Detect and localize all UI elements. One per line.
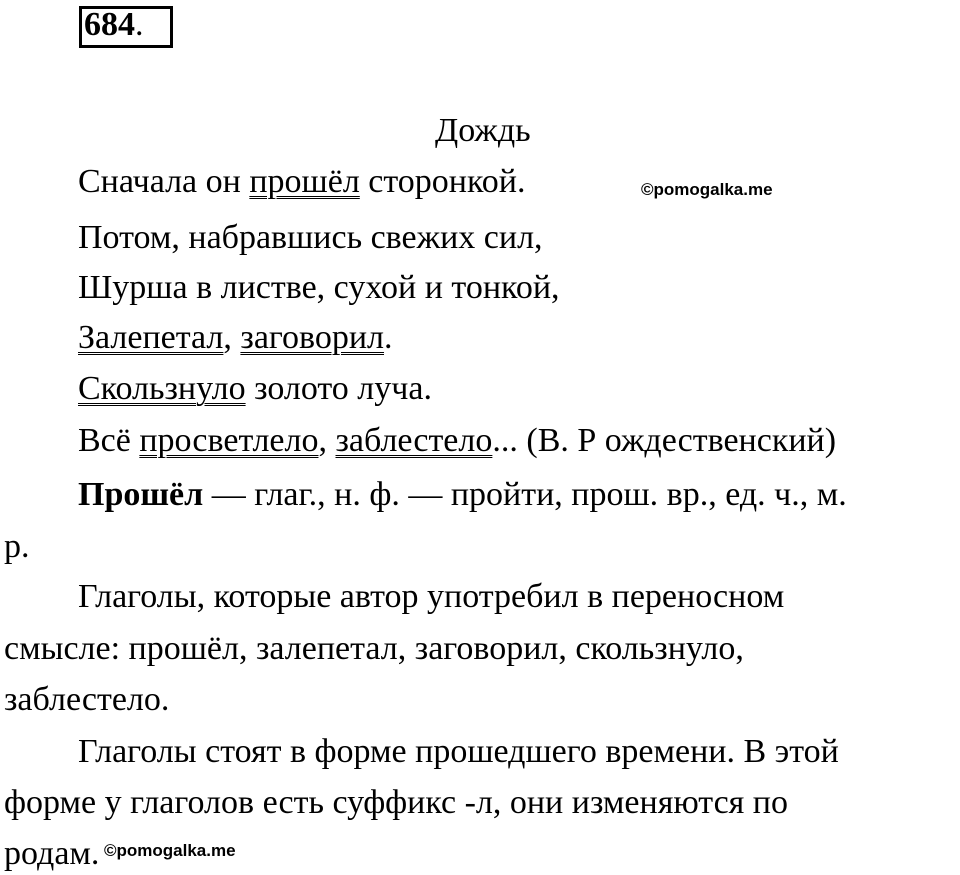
verb-zablestelo: заблестело <box>335 422 493 459</box>
poem-line-3: Шурша в листве, сухой и тонкой, <box>78 269 560 306</box>
para1-line-3: заблестело. <box>4 681 170 718</box>
para1-line-2: смысле: прошёл, залепетал, заговорил, скользнуло, <box>4 630 744 667</box>
analysis-wrap: р. <box>4 528 30 565</box>
verb-zalepetal: Залепетал <box>78 319 224 356</box>
para2-line-3: родам. <box>4 835 100 872</box>
poem-title: Дождь <box>435 112 531 149</box>
poem-line-2: Потом, набравшись свежих сил, <box>78 219 543 256</box>
watermark-bottom: ©pomogalka.me <box>104 841 236 860</box>
verb-skolznulo: Скользнуло <box>78 370 246 407</box>
poem-line-1: Сначала он прошёл сторонкой. <box>78 163 526 200</box>
para2-line-2: форме у глаголов есть суффикс -л, они изменяются по <box>4 784 788 821</box>
verb-proshel: прошёл <box>249 163 360 200</box>
analysis-line: Прошёл — глаг., н. ф. — пройти, прош. вр., ед. ч., м. <box>78 476 847 513</box>
task-number: 684. <box>84 6 144 43</box>
analysis-word: Прошёл <box>78 476 204 513</box>
verb-prosvetlelo: просветлело <box>139 422 319 459</box>
para1-line-1: Глаголы, которые автор употребил в переносном <box>78 578 785 615</box>
poem-line-5: Скользнуло золото луча. <box>78 370 432 407</box>
para2-line-1: Глаголы стоят в форме прошедшего времени. В этой <box>78 733 839 770</box>
verb-zagovoril: заговорил <box>240 319 385 356</box>
poem-line-6: Всё просветлело, заблестело... (В. Р ождественский) <box>78 422 837 459</box>
watermark-top: ©pomogalka.me <box>641 180 773 199</box>
poem-line-4: Залепетал, заговорил. <box>78 319 393 356</box>
